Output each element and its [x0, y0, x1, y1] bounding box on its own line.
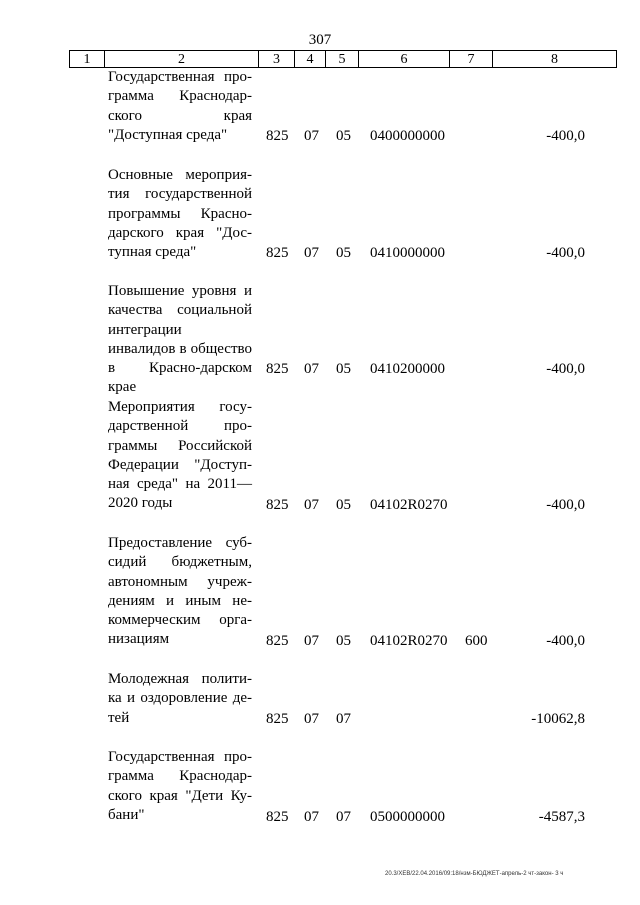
row-col-6: 0500000000	[370, 809, 445, 825]
row-col-6: 04102R0270	[370, 633, 448, 649]
column-header-5: 5	[326, 51, 359, 68]
row-col-8: -400,0	[546, 497, 585, 513]
row-col-4: 07	[304, 809, 319, 825]
row-col-8: -10062,8	[531, 711, 585, 727]
column-header-3: 3	[259, 51, 295, 68]
table-row	[0, 748, 640, 827]
column-header-4: 4	[295, 51, 326, 68]
row-name: Основные мероприя-тия государственной программы Красно-дарского края "Дос-тупная среда"	[108, 167, 252, 261]
table-row	[0, 398, 640, 515]
table-row	[0, 166, 640, 263]
table-row	[0, 282, 640, 396]
row-col-6: 0410200000	[370, 361, 445, 377]
row-col-5: 07	[336, 809, 351, 825]
row-col-4: 07	[304, 633, 319, 649]
row-col-8: -400,0	[546, 245, 585, 261]
column-header-7: 7	[450, 51, 493, 68]
row-col-8: -400,0	[546, 633, 585, 649]
row-col-8: -400,0	[546, 128, 585, 144]
row-name: Государственная про-граммa Краснодар-ского края "Доступная среда"	[108, 69, 252, 143]
row-col-3: 825	[266, 711, 289, 727]
row-col-3: 825	[266, 497, 289, 513]
row-name: Повышение уровня и качества социальной интеграции инвалидов в общество в Красно-дарском крае	[108, 283, 252, 396]
row-col-3: 825	[266, 809, 289, 825]
table-row	[0, 534, 640, 651]
row-col-4: 07	[304, 245, 319, 261]
row-name: Предоставление суб-сидий бюджетным, автономным учреж-дениям и иным не-коммерческим орга-низациям	[108, 535, 252, 648]
row-col-6: 0410000000	[370, 245, 445, 261]
row-col-5: 05	[336, 128, 351, 144]
row-col-4: 07	[304, 128, 319, 144]
row-col-4: 07	[304, 497, 319, 513]
row-col-3: 825	[266, 245, 289, 261]
row-col-4: 07	[304, 361, 319, 377]
column-header-1: 1	[70, 51, 105, 68]
row-name: Мероприятия госу-дарственной про-граммы Российской Федерации "Доступ-ная среда" на 2011—2020 годы	[108, 399, 252, 512]
row-col-3: 825	[266, 128, 289, 144]
row-col-5: 05	[336, 633, 351, 649]
row-name: Молодежная полити-ка и оздоровление де-тей	[108, 671, 252, 726]
column-header-6: 6	[359, 51, 450, 68]
row-col-7: 600	[465, 633, 488, 649]
table-row	[0, 68, 640, 146]
page-number: 307	[308, 32, 332, 48]
row-col-3: 825	[266, 361, 289, 377]
column-header-2: 2	[105, 51, 259, 68]
row-col-5: 07	[336, 711, 351, 727]
column-header-8: 8	[493, 51, 617, 68]
document-footer: 20.3/XEB/22.04.2016/09:18/нзм-БЮДЖЕТ-апрель-2 чт-закон- 3 ч	[385, 871, 564, 877]
row-name: Государственная про-грамма Краснодар-ского края "Дети Ку-бани"	[108, 749, 252, 823]
row-col-6: 0400000000	[370, 128, 445, 144]
row-col-5: 05	[336, 497, 351, 513]
row-col-3: 825	[266, 633, 289, 649]
row-col-8: -400,0	[546, 361, 585, 377]
row-col-4: 07	[304, 711, 319, 727]
row-col-5: 05	[336, 245, 351, 261]
table-row	[0, 670, 640, 729]
row-col-6: 04102R0270	[370, 497, 448, 513]
row-col-8: -4587,3	[538, 809, 585, 825]
row-col-5: 05	[336, 361, 351, 377]
